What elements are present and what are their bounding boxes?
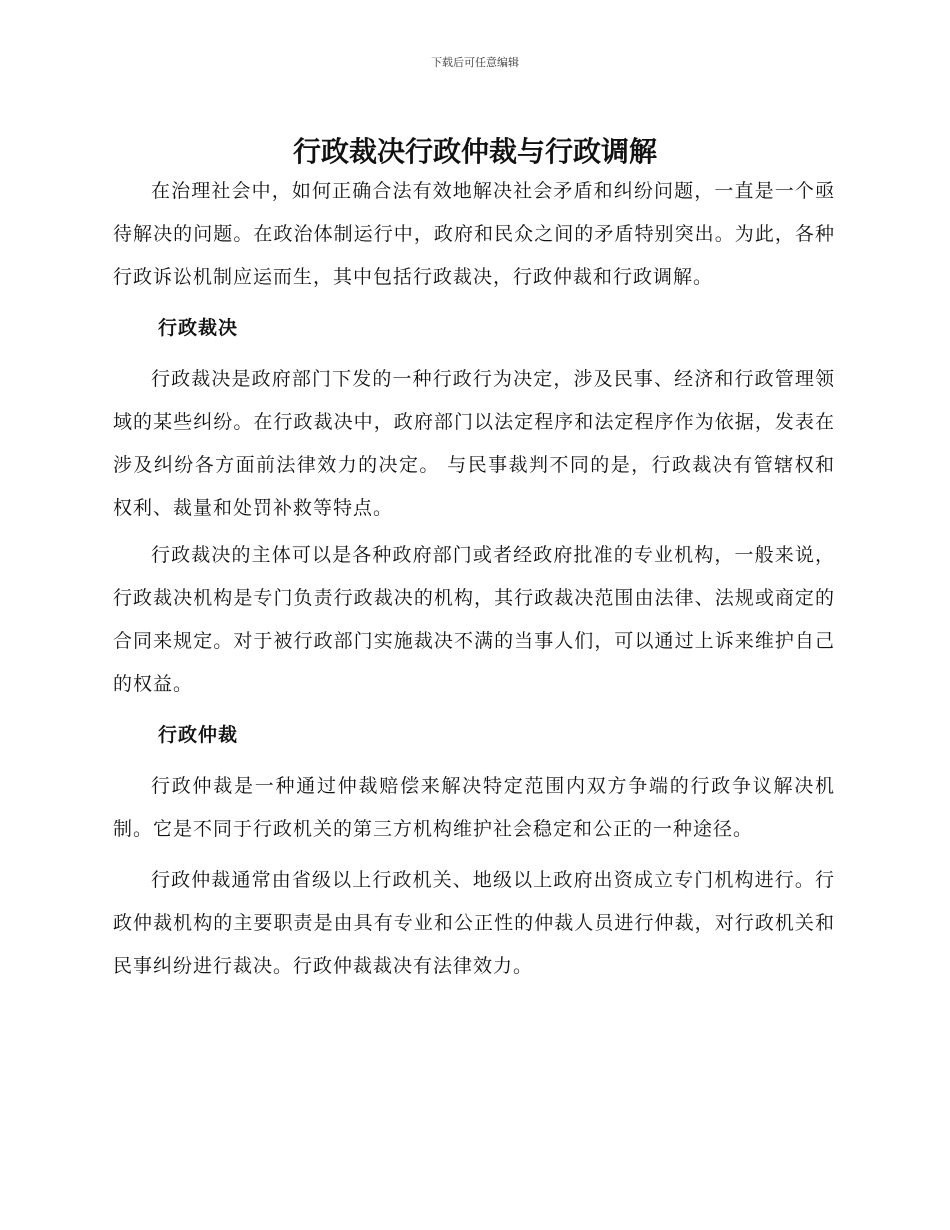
intro-paragraph: 在治理社会中，如何正确合法有效地解决社会矛盾和纠纷问题，一直是一个亟待解决的问题。在政治体制运行中，政府和民众之间的矛盾特别突出。为此，各种行政诉讼机制应运而生，其中包括行政裁决，行政仲裁和行政调解。: [113, 180, 835, 288]
section-ruling-paragraph-1: 行政裁决是政府部门下发的一种行政行为决定，涉及民事、经济和行政管理领域的某些纠纷。在行政裁决中，政府部门以法定程序和法定程序作为依据，发表在涉及纠纷各方面前法律效力的决定。 与民事裁判不同的是，行政裁决有管辖权和权利、裁量和处罚补救等特点。: [113, 368, 835, 519]
document-body: [113, 170, 835, 988]
section-heading-arbitration: 行政仲裁: [158, 724, 239, 746]
section-ruling-paragraph-2: 行政裁决的主体可以是各种政府部门或者经政府批准的专业机构，一般来说，行政裁决机构是专门负责行政裁决的机构，其行政裁决范围由法律、法规或商定的合同来规定。对于被行政部门实施裁决不满的当事人们，可以通过上诉来维护自己的权益。: [113, 544, 835, 695]
section-arbitration-paragraph-1: 行政仲裁是一种通过仲裁赔偿来解决特定范围内双方争端的行政争议解决机制。它是不同于行政机关的第三方机构维护社会稳定和公正的一种途径。: [113, 775, 835, 840]
document-title: 行政裁决行政仲裁与行政调解: [292, 135, 657, 168]
header-note: 下载后可任意编辑: [431, 56, 519, 69]
section-heading-ruling: 行政裁决: [158, 317, 239, 339]
section-arbitration-paragraph-2: 行政仲裁通常由省级以上行政机关、地级以上政府出资成立专门机构进行。行政仲裁机构的主要职责是由具有专业和公正性的仲裁人员进行仲裁，对行政机关和民事纠纷进行裁决。行政仲裁裁决有法律效力。: [113, 869, 835, 977]
